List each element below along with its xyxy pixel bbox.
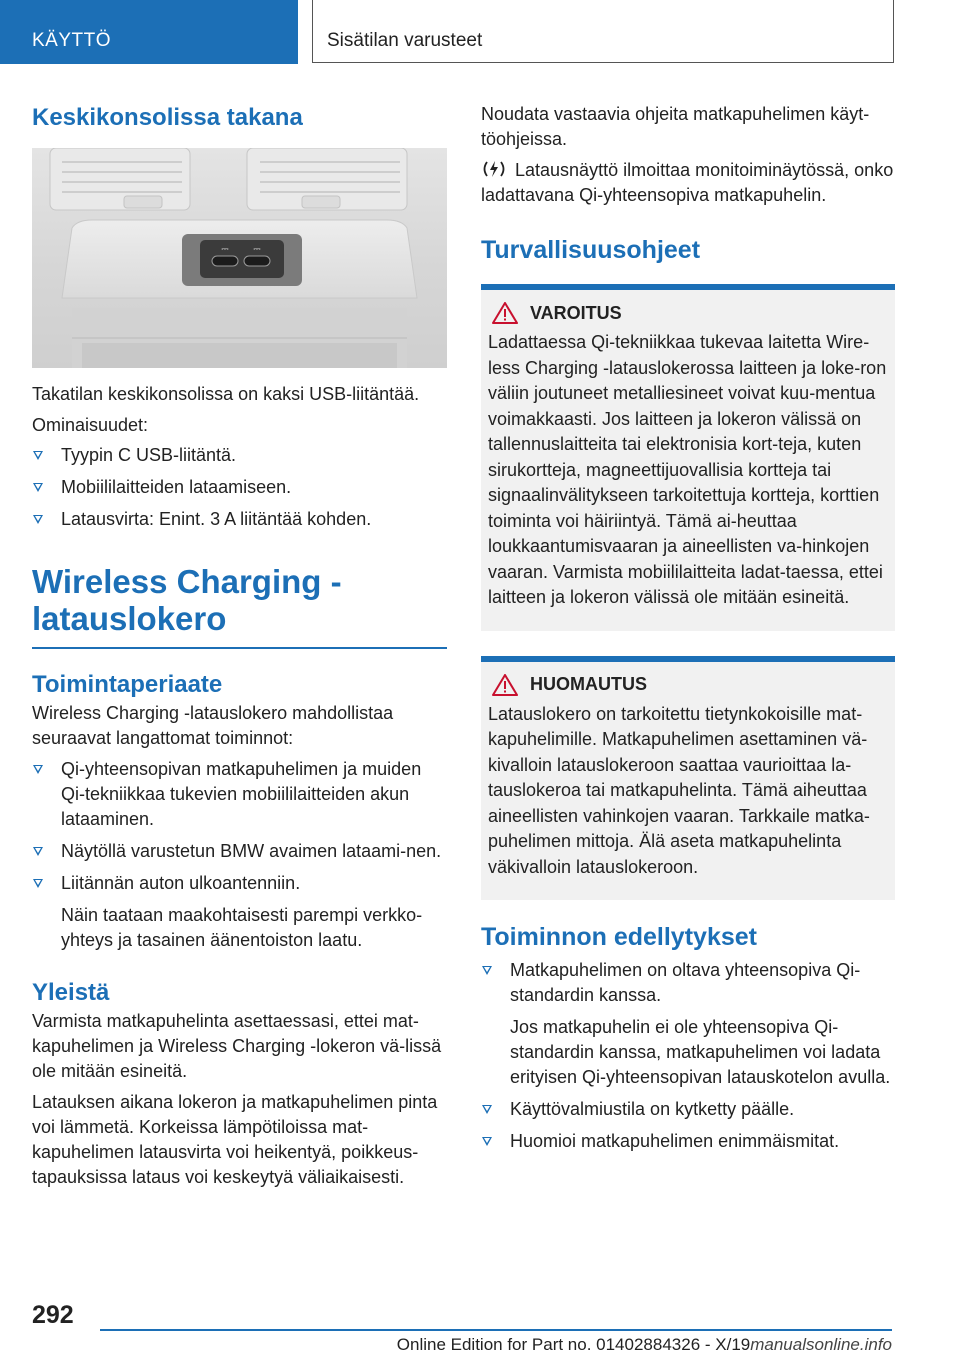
left-column [32, 96, 447, 1190]
svg-text:⎓: ⎓ [221, 245, 229, 255]
triangle-bullet-icon [33, 483, 43, 492]
warning-text: Ladattaessa Qi-tekniikkaa tukevaa laitetta Wire-less Charging -latauslokerossa laitteen ja loke-ron väliin joutuneet metalliesineet voivat kuu-mentua voimakkaasti. Jos laitteen ja lokeron välissä on tallennuslaitteita tai elektronisia kort-teja, kuten sirukortteja, magneettijuovallisia kortteja tai signaalinvälitykseen tarkoitettuja kortteja, korttien toiminta voi häiriintyä. Tämä ai-heuttaa loukkaantumisvaaran ja aineellisten va-hinkojen vaaran. Varmista mobiililaitteita ladat-taessa, ettei laitteen ja lokeron välissä ole mitään esineitä. [488, 332, 887, 607]
requirements-list-continued [481, 1097, 895, 1154]
list-item: Huomioi matkapuhelimen enimmäismitat. [481, 1129, 895, 1154]
triangle-bullet-icon [33, 515, 43, 524]
list-item: Qi-yhteensopivan matkapuhelimen ja muiden Qi-tekniikkaa tukevien mobiililaitteiden akun lataaminen. [32, 757, 447, 832]
header-chapter-box [312, 0, 894, 63]
section-heading-general: Yleistä [32, 979, 110, 1006]
paragraph-features-label: Ominaisuudet: [32, 415, 149, 435]
triangle-bullet-icon [33, 451, 43, 460]
triangle-bullet-icon [482, 966, 492, 975]
paragraph-charging-display: Latausnäyttö ilmoittaa monitoiminäytössä, onko ladattavana Qi-yhteensopiva matkapuhelin. [481, 160, 894, 205]
paragraph-principle: Wireless Charging -latauslokero mahdollistaa seuraavat langattomat toiminnot: [32, 703, 394, 748]
section-heading-principle: Toimintaperiaate [32, 671, 223, 698]
features-list [32, 443, 447, 532]
notice-title: HUOMAUTUS [530, 674, 647, 694]
paragraph-antenna-note: Näin taataan maakohtaisesti parempi verkko-yhteys ja tasainen äänentoiston laatu. [61, 905, 423, 950]
list-item: Käyttövalmiustila on kytketty päälle. [481, 1097, 895, 1122]
paragraph-general-1: Varmista matkapuhelinta asettaessasi, ettei mat-kapuhelimen ja Wireless Charging -lokeron vä-lissä ole mitään esineitä. [32, 1011, 442, 1081]
chapter-heading-line1: Wireless Charging - [32, 563, 342, 600]
chapter-heading-wireless-charging [32, 563, 447, 637]
footer-rule [100, 1329, 892, 1331]
triangle-bullet-icon [33, 879, 43, 888]
page-number: 292 [32, 1301, 74, 1329]
warning-triangle-icon [492, 302, 518, 324]
triangle-bullet-icon [33, 765, 43, 774]
rear-console-usb-image [32, 148, 447, 368]
warning-triangle-icon [492, 674, 518, 696]
paragraph-phone-manual: Noudata vastaavia ohjeita matkapuhelimen käyt-töohjeissa. [481, 104, 870, 149]
section-heading-rear-console: Keskikonsolissa takana [32, 104, 303, 131]
warning-title: VAROITUS [530, 302, 622, 323]
warning-title-row [492, 302, 887, 324]
paragraph-general-2: Latauksen aikana lokeron ja matkapuhelimen pinta voi lämmetä. Korkeissa lämpötiloissa mat-kapuhelimen latausvirta voi heikentyä, poikkeus-tapauksissa lataus voi keskeytyä väliaikaisesti. [32, 1092, 438, 1187]
section-heading-safety: Turvallisuusohjeet [481, 236, 701, 264]
wireless-charging-icon [481, 159, 507, 179]
footer-watermark[interactable]: manualsonline.info [750, 1335, 892, 1354]
footer-edition-text: Online Edition for Part no. 01402884326 - X/19 [396, 1335, 751, 1354]
requirements-list [481, 958, 895, 1008]
paragraph-usb-count: Takatilan keskikonsolissa on kaksi USB-liitäntää. [32, 384, 420, 404]
header-section-tab [0, 0, 298, 64]
notice-text: Latauslokero on tarkoitettu tietynkokoisille mat-kapuhelimille. Matkapuhelimen asettaminen vä-kivalloin latauslokeroon saattaa vaurioittaa la-tauslokeroa tai matkapuhelinta. Tämä aiheuttaa aineellisten vahinkojen vaaran. Tarkkaile matka-puhelimen mittoja. Älä aseta matkapuhelinta väkivalloin latauslokeroon. [488, 703, 870, 877]
warning-box [481, 290, 895, 631]
section-heading-requirements: Toiminnon edellytykset [481, 923, 757, 951]
chapter-heading-line2: latauslokero [32, 600, 227, 637]
notice-box [481, 662, 895, 901]
notice-title-row [492, 674, 887, 696]
chapter-heading-rule [32, 647, 447, 649]
footer-edition [100, 1335, 892, 1355]
triangle-bullet-icon [33, 847, 43, 856]
functions-list [32, 757, 447, 896]
list-item: Tyypin C USB-liitäntä. [32, 443, 447, 468]
paragraph-qi-case-note: Jos matkapuhelin ei ole yhteensopiva Qi-standardin kanssa, matkapuhelimen voi ladata erityisen Qi-yhteensopivan latauskotelon avulla. [510, 1017, 891, 1087]
triangle-bullet-icon [482, 1137, 492, 1146]
svg-text:⎓: ⎓ [253, 245, 261, 255]
right-column [481, 96, 895, 1154]
header-section-label: KÄYTTÖ [32, 30, 112, 51]
list-item: Näytöllä varustetun BMW avaimen lataami-nen. [32, 839, 447, 864]
header-chapter-label: Sisätilan varusteet [327, 30, 483, 51]
triangle-bullet-icon [482, 1105, 492, 1114]
list-item: Matkapuhelimen on oltava yhteensopiva Qi-standardin kanssa. [481, 958, 895, 1008]
list-item: Mobiililaitteiden lataamiseen. [32, 475, 447, 500]
list-item: Latausvirta: Enint. 3 A liitäntää kohden. [32, 507, 447, 532]
list-item: Liitännän auton ulkoantenniin. [32, 871, 447, 896]
